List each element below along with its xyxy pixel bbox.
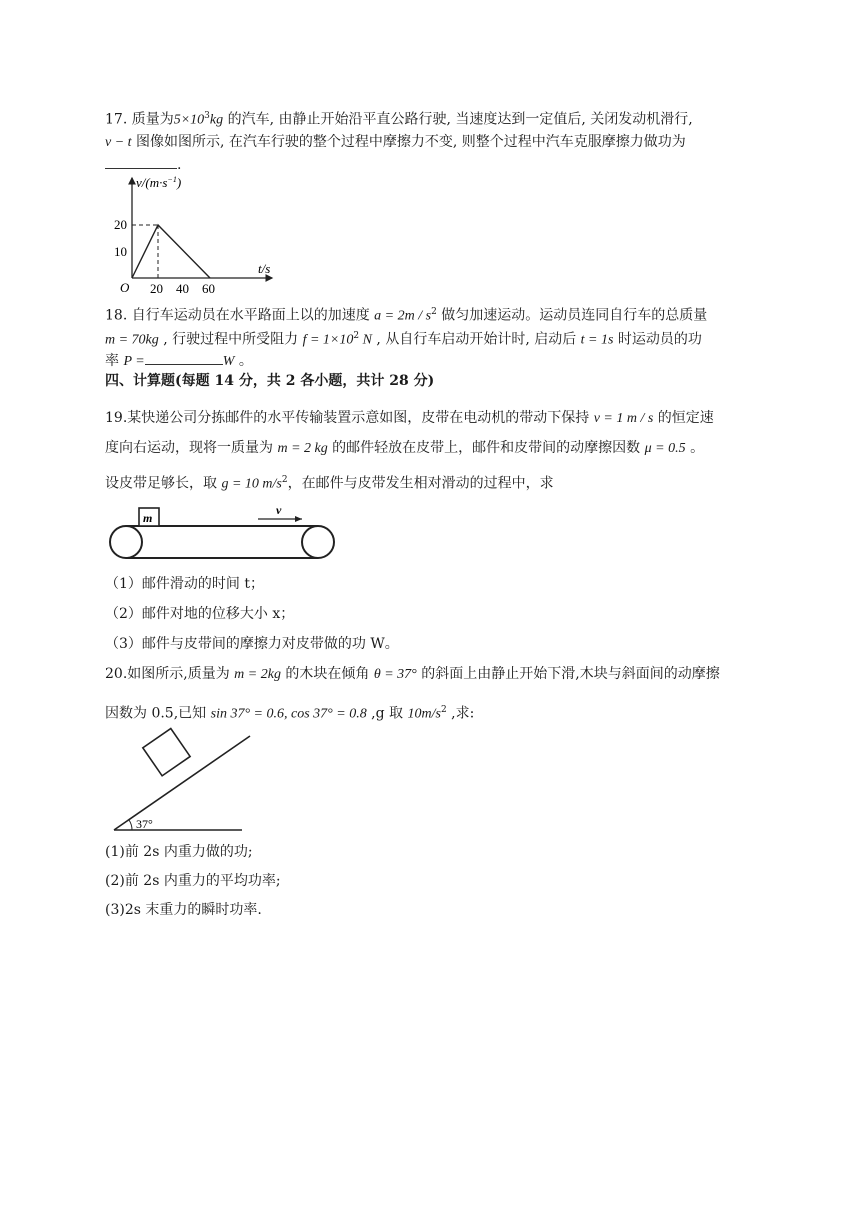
vt-graph <box>110 172 290 296</box>
q20-sub-1: (1)前 2s 内重力做的功; <box>105 844 253 860</box>
y-tick-10: 10 <box>114 244 127 259</box>
velocity-label: v <box>276 503 282 517</box>
x-tick-20: 20 <box>150 281 163 296</box>
q18-answer-blank[interactable] <box>145 350 223 365</box>
wooden-block <box>143 729 190 776</box>
q17-line-3: . <box>105 154 181 175</box>
q20-sub-2: (2)前 2s 内重力的平均功率; <box>105 873 281 889</box>
left-pulley <box>110 526 142 558</box>
q19-sub-2: （2）邮件对地的位移大小 x； <box>105 606 295 622</box>
q18-line-3: 率 P = W 。 <box>105 350 253 372</box>
velocity-series-line <box>132 225 210 278</box>
q20-line-1: 20.如图所示,质量为 m = 2kg 的木块在倾角 θ = 37° 的斜面上由静止开始下滑,木块与斜面间的动摩擦 <box>105 666 720 682</box>
q19-line-3: 设皮带足够长，取 g = 10 $m/s^2$，在邮件与皮带发生相对滑动的过程中，求 <box>105 475 554 492</box>
angle-arc <box>129 820 132 830</box>
conveyor-belt-figure <box>106 502 346 574</box>
x-tick-40: 40 <box>176 281 189 296</box>
q19-sub-1: （1）邮件滑动的时间 t； <box>105 576 264 592</box>
q17-line-1: 17. 质量为$5\times 10^3kg$ 的汽车, 由静止开始沿平直公路行驶, 当速度达到一定值后, 关闭发动机滑行, <box>105 111 693 128</box>
incline-figure <box>112 728 262 838</box>
velocity-arrow-head <box>295 516 302 522</box>
q18-line-2: m = 70kg , 行驶过程中所受阻力 $f = 1\times 10^2$ N , 从自行车启动开始计时, 启动后 t = 1s 时运动员的功 <box>105 331 702 348</box>
angle-label: 37° <box>136 817 153 831</box>
x-tick-60: 60 <box>202 281 215 296</box>
y-axis-label: $v/(m\cdot s^{-1})$ <box>136 175 182 190</box>
q18-line-1: 18. 自行车运动员在水平路面上以的加速度 $a = 2m / s^2$ 做匀加速运动。运动员连同自行车的总质量 <box>105 307 708 324</box>
q19-sub-3: （3）邮件与皮带间的摩擦力对皮带做的功 W。 <box>105 636 399 652</box>
q17-mass: 5×10 <box>173 112 205 128</box>
section-4-heading: 四、计算题(每题 14 分，共 2 各小题，共计 28 分) <box>105 373 435 389</box>
q17-line-2: v − t 图像如图所示, 在汽车行驶的整个过程中摩擦力不变, 则整个过程中汽车克服摩擦力做功为 <box>105 134 686 150</box>
origin-label: O <box>120 280 130 295</box>
y-tick-20: 20 <box>114 217 127 232</box>
x-axis-label: t/s <box>258 261 271 276</box>
q19-line-1: 19.某快递公司分拣邮件的水平传输装置示意如图，皮带在电动机的带动下保持 v = 1 m / s 的恒定速 <box>105 410 714 426</box>
q17-answer-blank[interactable] <box>105 154 177 169</box>
q19-line-2: 度向右运动，现将一质量为 m = 2 kg 的邮件轻放在皮带上，邮件和皮带间的动摩擦因数 μ = 0.5 。 <box>105 440 705 456</box>
q20-line-2: 因数为 0.5,已知 sin 37° = 0.6, cos 37° = 0.8 ,g 取 $10m/s^2$ ,求: <box>105 705 475 722</box>
right-pulley <box>302 526 334 558</box>
mail-mass-label: m <box>143 511 153 525</box>
q20-sub-3: (3)2s 末重力的瞬时功率. <box>105 902 262 918</box>
